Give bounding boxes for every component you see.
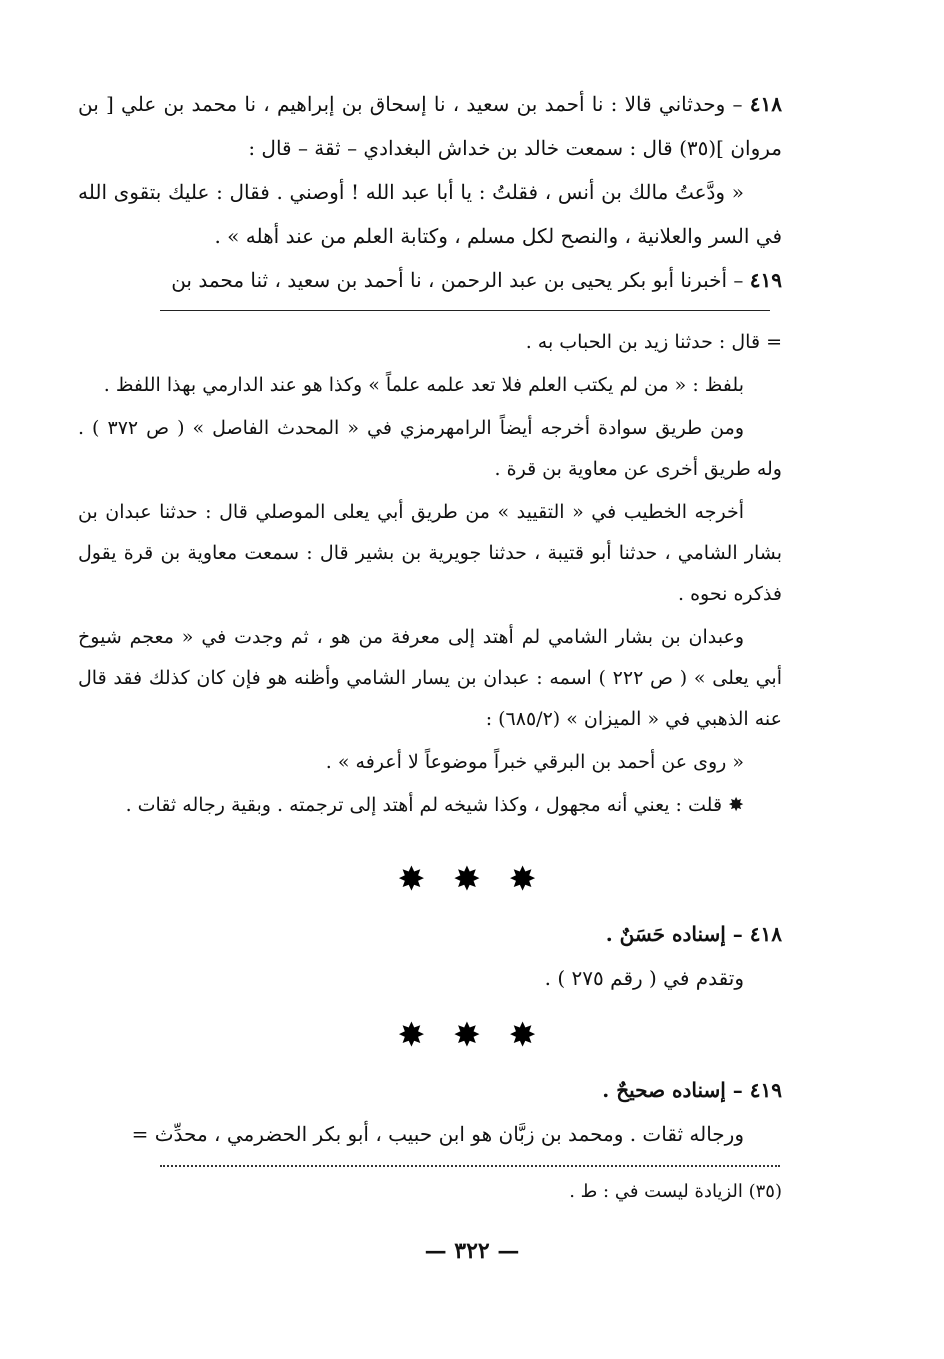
hadith-text: – وحدثاني قالا : نا أحمد بن سعيد ، نا إسحاق بن إبراهيم ، نا محمد بن علي [ بن مروان ](٣٥) قال : سمعت خالد بن خداش البغدادي – ثقة – قال : [78,92,782,160]
footnote: (٣٥) الزيادة ليست في : ط . [569,1181,782,1202]
note-paragraph: = قال : حدثنا زيد بن الحباب به . [525,331,782,353]
commentary-heading: ٤١٨ – إسناده حَسَنٌ . [605,922,782,946]
note-paragraph: وعبدان بن بشار الشامي لم أهتد إلى معرفة من هو ، ثم وجدت في « معجم شيوخ أبي يعلى » ( ص ٢٢٢ ) اسمه : عبدان بن يسار الشامي وأظنه هو فإن كان كذلك فقد قال عنه الذهبي في « الميزان » (٦٨٥/٢) : [78,626,782,730]
hadith-quote: « ودَّعتُ مالك بن أنس ، فقلتُ : يا أبا عبد الله ! أوصني . فقال : عليك بتقوى الله في السر والعلانية ، والنصح لكل مسلم ، وكتابة العلم من عند أهله » . [78,180,782,248]
hadith-418 [78,82,782,170]
note-conclusion-text: قلت : يعني أنه مجهول ، وكذا شيخه لم أهتد إلى ترجمته . وبقية رجاله ثقات . [125,794,723,816]
note-paragraph: بلفظ : « من لم يكتب العلم فلا تعد علمه علماً » وكذا هو عند الدارمي بهذا اللفظ . [103,374,744,396]
note-quote: « روى عن أحمد بن البرقي خبراً موضوعاً لا أعرفه » . [325,751,744,773]
commentary-418 [78,912,782,1000]
commentary-body: وتقدم في ( رقم ٢٧٥ ) . [544,966,744,990]
commentary-419 [78,1068,782,1156]
divider-line [160,310,770,311]
hadith-number: ٤١٨ [749,92,783,116]
commentary-body: ورجاله ثقات . ومحمد بن زبَّان هو ابن حبيب ، أبو بكر الحضرمي ، محدِّث = [131,1122,744,1146]
footnote-separator [160,1165,780,1167]
note-paragraph: ومن طريق سوادة أخرجه أيضاً الرامهرمزي في « المحدث الفاصل » ( ص ٣٧٢ ) . وله طريق أخرى عن معاوية بن قرة . [78,417,782,480]
note-conclusion [78,785,782,826]
note-paragraph: أخرجه الخطيب في « التقييد » من طريق أبي يعلى الموصلي قال : حدثنا عبدان بن بشار الشامي ، حدثنا أبو قتيبة ، حدثنا جويرية بن بشير قال : سمعت معاوية بن قرة يقول فذكره نحوه . [78,501,782,605]
star-icon: ✸ [728,794,744,816]
hadith-number: ٤١٩ [749,268,782,292]
commentary-heading: ٤١٩ – إسناده صحيحٌ . [602,1078,782,1102]
notes-section [78,322,782,828]
hadith-text: – أخبرنا أبو بكر يحيى بن عبد الرحمن ، نا أحمد بن سعيد ، ثنا محمد بن [171,268,744,292]
hadith-419 [78,258,782,302]
section-separator: ✸ ✸ ✸ [398,862,546,897]
section-separator: ✸ ✸ ✸ [398,1018,546,1053]
main-text [78,82,782,302]
page-number: — ٣٢٢ — [424,1238,520,1264]
